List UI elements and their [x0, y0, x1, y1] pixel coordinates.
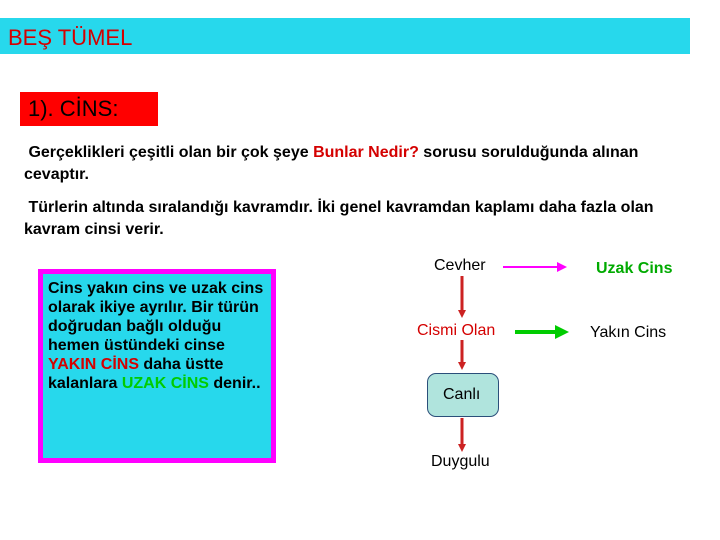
- info-text-part1: Cins yakın cins ve uzak cins olarak ikiye ayrılır. Bir türün doğrudan bağlı olduğu hemen üstündeki cinse: [48, 280, 264, 354]
- yakin-cins-highlight: YAKIN CİNS: [48, 356, 139, 373]
- definition-text-end: sorusu sorulduğunda alınan cevaptır.: [24, 144, 639, 183]
- uzak-cins-label: Uzak Cins: [596, 260, 673, 277]
- explanation-text: Türlerin altında sıralandığı kavramdır. İki genel kavramdan kaplamı daha fazla olan kavram cinsi verir.: [24, 199, 654, 238]
- section-header: 1). CİNS:: [28, 96, 119, 121]
- canli-label: Canlı: [443, 386, 481, 403]
- uzak-cins-highlight: UZAK CİNS: [121, 375, 209, 392]
- info-text-part3: denir..: [208, 375, 261, 392]
- yakin-cins-label: Yakın Cins: [590, 324, 667, 341]
- highlight-question: Bunlar Nedir?: [313, 144, 419, 161]
- page-title: BEŞ TÜMEL: [8, 25, 133, 50]
- duygulu-label: Duygulu: [431, 453, 490, 470]
- info-text-part2: daha üstte kalanlara: [48, 356, 224, 392]
- definition-text-start: Gerçeklikleri çeşitli olan bir çok şeye: [28, 144, 314, 161]
- cismi-olan-label: Cismi Olan: [417, 322, 496, 339]
- cevher-label: Cevher: [434, 257, 486, 274]
